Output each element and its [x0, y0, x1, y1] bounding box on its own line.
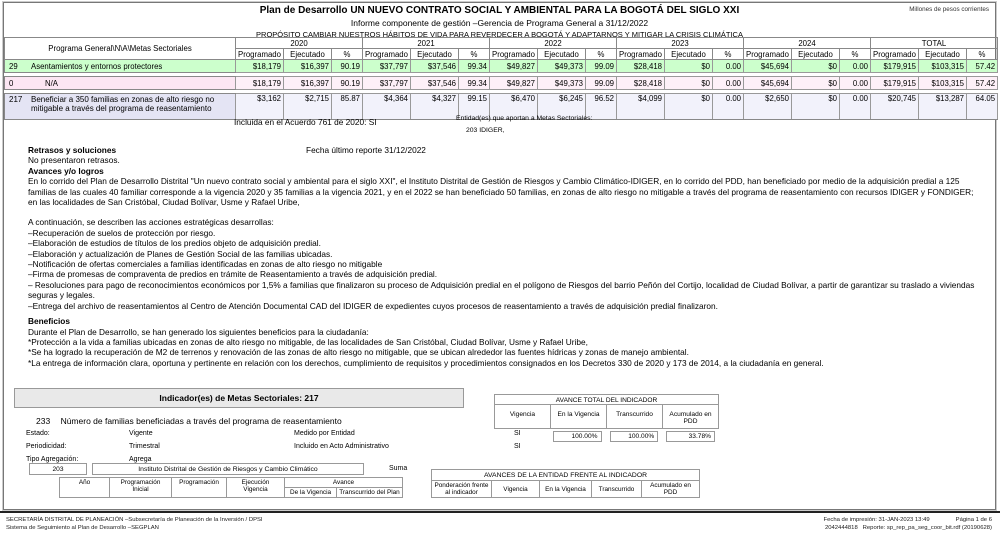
print-date: Fecha de impresión: 31-JAN-2023 13:49 — [823, 517, 930, 523]
estado-value: Vigente — [129, 430, 153, 437]
avances-title: Avances y/o logros — [28, 165, 104, 176]
subheader: Ejecutado — [411, 49, 459, 60]
retrasos-text: No presentaron retrasos. — [28, 155, 120, 166]
subheader: Programado — [363, 49, 411, 60]
estado-label: Estado: — [26, 430, 50, 437]
indicator-name: Número de familias beneficiadas a través del programa de reasentamiento — [60, 416, 342, 426]
cell: $4,364 — [363, 94, 411, 120]
beneficio-line: *La entrega de información clara, oportuna y pertinente en relación con los derechos, cumplimiento de requisitos y procedimientos consignados en los Decretos 330 de 2020 y 173 de 2014, a la ciudadanía en general. — [28, 357, 824, 368]
accion-item: –Recuperación de suelos de protección por riesgo. — [28, 227, 216, 238]
cell: $0 — [665, 77, 713, 90]
subheader: Ejecutado — [792, 49, 840, 60]
tipo-agregacion-label: Tipo Agregación: — [26, 456, 79, 463]
bottom-tables — [4, 463, 997, 496]
accion-item: –Elaboración y actualización de Planes de Gestión Social de las familias ubicadas. — [28, 248, 333, 259]
cell: 0.00 — [840, 94, 871, 120]
cell: $4,099 — [617, 94, 665, 120]
cell: $45,694 — [744, 77, 792, 90]
cell: $18,179 — [236, 60, 284, 73]
year-header-total: TOTAL — [871, 38, 998, 49]
medido-value: SI — [514, 430, 521, 437]
entity-code: 203 — [29, 463, 87, 475]
report-header — [4, 5, 995, 39]
col-header: Transcurrido — [592, 481, 642, 498]
subheader: Programado — [744, 49, 792, 60]
subheader: % — [967, 49, 998, 60]
cell: 99.09 — [586, 60, 617, 73]
medido-label: Medido por Entidad — [294, 430, 355, 437]
avances-intro: A continuación, se describen las acciones estratégicas desarrollas: — [28, 217, 274, 228]
year-header-2020: 2020 — [236, 38, 363, 49]
col-header: Año — [60, 478, 110, 498]
year-header-2023: 2023 — [617, 38, 744, 49]
report-file: Reporte: sp_rep_pa_seg_coor_bit.rdf (20190628) — [862, 525, 992, 531]
col-header: Ejecución Vigencia — [227, 478, 285, 498]
subheader: % — [586, 49, 617, 60]
cell: 99.09 — [586, 77, 617, 90]
cell: $179,915 — [871, 60, 919, 73]
cell: 85.87 — [332, 94, 363, 120]
col-header: Programación Inicial — [110, 478, 172, 498]
cell: 99.15 — [459, 94, 490, 120]
subheader: Programado — [490, 49, 538, 60]
cell: 57.42 — [967, 77, 998, 90]
cell: $16,397 — [284, 60, 332, 73]
cell: $2,715 — [284, 94, 332, 120]
page-number: Página 1 de 6 — [955, 517, 992, 523]
cell: $0 — [792, 77, 840, 90]
cell: $37,546 — [411, 60, 459, 73]
row-label: Asentamientos y entornos protectores — [31, 61, 163, 71]
indicator-section — [14, 388, 990, 470]
cell: $28,418 — [617, 60, 665, 73]
acto-label: Incluido en Acto Administrativo — [294, 443, 389, 450]
avance-total-title: AVANCE TOTAL DEL INDICADOR — [494, 394, 719, 405]
cell: $37,797 — [363, 60, 411, 73]
cell: $49,373 — [538, 77, 586, 90]
cell: $0 — [792, 60, 840, 73]
row-label: Beneficiar a 350 familias en zonas de alto riesgo no mitigable a través del programa de reasentamiento — [31, 95, 215, 113]
acto-value: SI — [514, 443, 521, 450]
footer-divider — [0, 511, 1000, 513]
subheader: Programado — [617, 49, 665, 60]
retrasos-title: Retrasos y soluciones — [28, 145, 117, 155]
cell: $49,373 — [538, 60, 586, 73]
col-header: Transcurrido del Plan — [337, 488, 403, 498]
year-header-2024: 2024 — [744, 38, 871, 49]
cell: $0 — [792, 94, 840, 120]
entity-avances-title: AVANCES DE LA ENTIDAD FRENTE AL INDICADOR — [432, 470, 700, 481]
subheader: Ejecutado — [284, 49, 332, 60]
entity-name: Instituto Distrital de Gestión de Riesgos y Cambio Climático — [92, 463, 364, 475]
report-id: 2042444818 — [824, 525, 858, 531]
beneficio-line: *Se ha logrado la recuperación de M2 de terrenos y renovación de las zonas de alto riesgo no mitigable, que se ubican alrededor las fuentes hídricas y zonas de manejo ambiental. — [28, 347, 689, 358]
subheader: Programado — [236, 49, 284, 60]
cell: $103,315 — [919, 60, 967, 73]
avance-value: 100.00% — [610, 431, 659, 442]
cell: $2,650 — [744, 94, 792, 120]
subheader: % — [332, 49, 363, 60]
year-header-2021: 2021 — [363, 38, 490, 49]
cell: 90.19 — [332, 60, 363, 73]
cell: 0.00 — [840, 60, 871, 73]
accion-item: –Entrega del archivo de reasentamientos al Centro de Atención Documental CAD del IDIGER de expedientes cuyos procesos de reasentamiento a través de adquisición predial finalizaron. — [28, 300, 718, 311]
cell: $45,694 — [744, 60, 792, 73]
accion-item: –Notificación de ofertas comerciales a familias identificadas en zonas de alto riesgo no mitigable — [28, 259, 383, 270]
cell: $37,546 — [411, 77, 459, 90]
entidades-label: Entidad(es) que aportan a Metas Sectoriales: — [456, 115, 593, 122]
cell: $28,418 — [617, 77, 665, 90]
col-header: Acumulado en PDD — [642, 481, 700, 498]
report-frame — [3, 2, 996, 510]
cell: 96.52 — [586, 94, 617, 120]
col-header: Transcurrido — [607, 405, 663, 428]
subheader: Ejecutado — [665, 49, 713, 60]
col-header: Vigencia — [492, 481, 540, 498]
beneficios-title: Beneficios — [28, 316, 70, 327]
budget-first-col-header: Programa General\N\A\Metas Sectoriales — [5, 38, 236, 60]
entity-avances-table — [431, 469, 700, 498]
cell: $18,179 — [236, 77, 284, 90]
subheader: Ejecutado — [538, 49, 586, 60]
cell: $6,245 — [538, 94, 586, 120]
avance-total-table — [494, 394, 719, 442]
col-header: Vigencia — [495, 405, 551, 428]
cell: $16,397 — [284, 77, 332, 90]
periodicidad-value: Trimestral — [129, 443, 160, 450]
row-code: 29 — [9, 61, 18, 71]
subheader: % — [713, 49, 744, 60]
col-header: Programación — [172, 478, 227, 498]
footer-system: Sistema de Seguimiento al Plan de Desarrollo –SEGPLAN — [6, 525, 159, 531]
avance-value: 100.00% — [553, 431, 602, 442]
cell: 99.34 — [459, 60, 490, 73]
cell: $0 — [665, 94, 713, 120]
report-subtitle: Informe componente de gestión –Gerencia de Programa General a 31/12/2022 — [350, 18, 649, 28]
page-title: Plan de Desarrollo UN NUEVO CONTRATO SOCIAL Y AMBIENTAL PARA LA BOGOTÁ DEL SIGLO XXI — [259, 5, 740, 16]
cell: $13,287 — [919, 94, 967, 120]
cell: $49,827 — [490, 77, 538, 90]
col-header: En la Vigencia — [551, 405, 607, 428]
page-footer — [6, 516, 994, 532]
row-code: 217 — [9, 95, 23, 104]
cell: $20,745 — [871, 94, 919, 120]
footer-org: SECRETARÍA DISTRITAL DE PLANEACIÓN –Subsecretaría de Planeación de la Inversión / DPSI — [6, 517, 263, 523]
cell: 0.00 — [713, 60, 744, 73]
cell: $0 — [665, 60, 713, 73]
cell: $4,327 — [411, 94, 459, 120]
indicator-section-title: Indicador(es) de Metas Sectoriales: 217 — [14, 388, 464, 408]
beneficio-line: *Protección a la vida a familias ubicadas en zonas de alto riesgo no mitigable, de las localidades de San Cristóbal, Ciudad Bolívar, Usme y Rafael Uribe, — [28, 336, 588, 347]
units-note: Millones de pesos corrientes — [909, 6, 989, 13]
beneficio-line: Durante el Plan de Desarrollo, se han generado los siguientes beneficios para la ciudadanía: — [28, 326, 369, 337]
cell: 99.34 — [459, 77, 490, 90]
col-header: Acumulado en PDD — [669, 411, 712, 425]
avance-value: 33.78% — [666, 431, 715, 442]
cell: 0.00 — [713, 77, 744, 90]
periodicidad-label: Periodicidad: — [26, 443, 67, 450]
body-text — [28, 145, 980, 368]
entity-programming-table — [59, 477, 403, 498]
col-header: Ponderación frente al indicador — [432, 481, 492, 498]
col-header: De la Vigencia — [285, 488, 337, 498]
cell: $6,470 — [490, 94, 538, 120]
subheader: % — [840, 49, 871, 60]
proposito-line: PROPÓSITO CAMBIAR NUESTROS HÁBITOS DE VIDA PARA REVERDECER A BOGOTÁ Y ADAPTARNOS Y MITIGAR LA CRISIS CLIMÁTICA — [256, 30, 743, 39]
accion-item: – Resoluciones para pago de reconocimientos económicos por 1,5% a familias que finalizaron su proceso de Adquisición predial en el polígono de Riesgos del barrio Peñón del Cortijo, localidad de Ciudad Bolívar, a partir de garantizar su traslado a viviendas seguras y legales. — [28, 279, 975, 301]
indicator-code: 233 — [36, 416, 51, 426]
table-row-programa-general — [5, 60, 998, 73]
cell: $37,797 — [363, 77, 411, 90]
row-code: 0 — [9, 78, 14, 88]
col-header: Avance — [285, 478, 403, 488]
entity-aggregation: Suma — [389, 465, 408, 472]
tipo-agregacion-value: Agrega — [129, 456, 152, 463]
row-label: N/A — [45, 78, 58, 88]
entidades-value: 203 IDIGER, — [466, 127, 505, 134]
cell: $179,915 — [871, 77, 919, 90]
accion-item: –Firma de promesas de compraventa de predios en trámite de Reasentamiento a través de adquisición predial. — [28, 269, 438, 280]
table-row-na — [5, 77, 998, 90]
acuerdo-note: Incluida en el Acuerdo 761 de 2020: SI — [234, 117, 377, 127]
year-header-2022: 2022 — [490, 38, 617, 49]
cell: $49,827 — [490, 60, 538, 73]
cell: 0.00 — [840, 77, 871, 90]
cell: 90.19 — [332, 77, 363, 90]
avance-value — [498, 431, 545, 442]
fecha-ultimo-reporte: Fecha último reporte 31/12/2022 — [306, 145, 426, 155]
cell: $103,315 — [919, 77, 967, 90]
subheader: Programado — [871, 49, 919, 60]
accion-item: –Elaboración de estudios de títulos de los predios objeto de adquisición predial. — [28, 238, 321, 249]
subheader: Ejecutado — [919, 49, 967, 60]
col-header: En la Vigencia — [540, 481, 592, 498]
budget-table — [4, 37, 998, 120]
cell: 57.42 — [967, 60, 998, 73]
cell: 0.00 — [713, 94, 744, 120]
avances-paragraph: En lo corrido del Plan de Desarrollo Distrital "Un nuevo contrato social y ambiental para el siglo XXI", el Instituto Distrital de Gestión de Riesgos y Cambio Climático-IDIGER, en lo corrido del PDD, han beneficiado por medio de la adquisición predial a 125 familias de las cuales 40 familiar corresponde a la vigencia 2020 y 35 familias a la vigencia 2021, y en el 2022 se han beneficiado 50 familias, en zonas de alto riesgo no mitigable a través del programa de reasentamiento con recursos IDIGER y FONDIGER; en las localidades de San Cristóbal, Ciudad Bolívar, Usme y Rafael Uribe, — [28, 176, 974, 208]
subheader: % — [459, 49, 490, 60]
cell: $3,162 — [236, 94, 284, 120]
cell: 64.05 — [967, 94, 998, 120]
